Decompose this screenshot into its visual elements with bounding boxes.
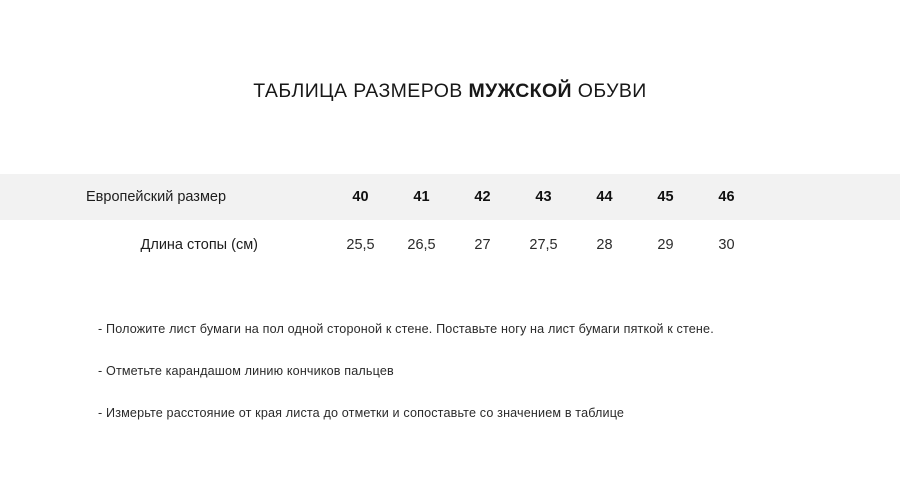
measurement-instructions (98, 322, 858, 421)
row-header-european-size: Европейский размер (86, 189, 227, 205)
instruction-item-2: - Отметьте карандашом линию кончиков пальцев (98, 364, 394, 379)
table-spacer-data (757, 220, 900, 270)
cell-european-size-2: 42 (474, 189, 491, 205)
cell-foot-length-4: 28 (574, 220, 635, 270)
page-title (0, 80, 900, 103)
table-row-european-size (0, 174, 900, 220)
cell-foot-length-2: 27 (452, 220, 513, 270)
cell-european-size-4: 44 (596, 189, 613, 205)
size-table-container (0, 174, 900, 270)
size-table (0, 174, 900, 270)
table-spacer-header (757, 174, 900, 220)
table-row-foot-length (0, 220, 900, 270)
instruction-item-1: - Положите лист бумаги на пол одной стороной к стене. Поставьте ногу на лист бумаги пяткой к стене. (98, 322, 714, 336)
cell-european-size-0: 40 (352, 189, 369, 205)
page-title-prefix: ТАБЛИЦА РАЗМЕРОВ (253, 80, 469, 102)
page-title-emphasis: МУЖСКОЙ (468, 80, 572, 102)
cell-foot-length-6: 30 (696, 220, 757, 270)
cell-foot-length-3: 27,5 (513, 220, 574, 270)
cell-foot-length-1: 26,5 (391, 220, 452, 270)
cell-european-size-5: 45 (657, 189, 674, 205)
page-title-suffix: ОБУВИ (571, 80, 647, 102)
cell-european-size-3: 43 (535, 189, 552, 205)
row-header-foot-length: Длина стопы (см) (0, 220, 330, 270)
instruction-item-3: - Измерьте расстояние от края листа до отметки и сопоставьте со значением в таблице (98, 406, 625, 421)
cell-foot-length-5: 29 (635, 220, 696, 270)
cell-foot-length-0: 25,5 (330, 220, 391, 270)
cell-european-size-1: 41 (413, 189, 430, 205)
cell-european-size-6: 46 (718, 189, 735, 205)
